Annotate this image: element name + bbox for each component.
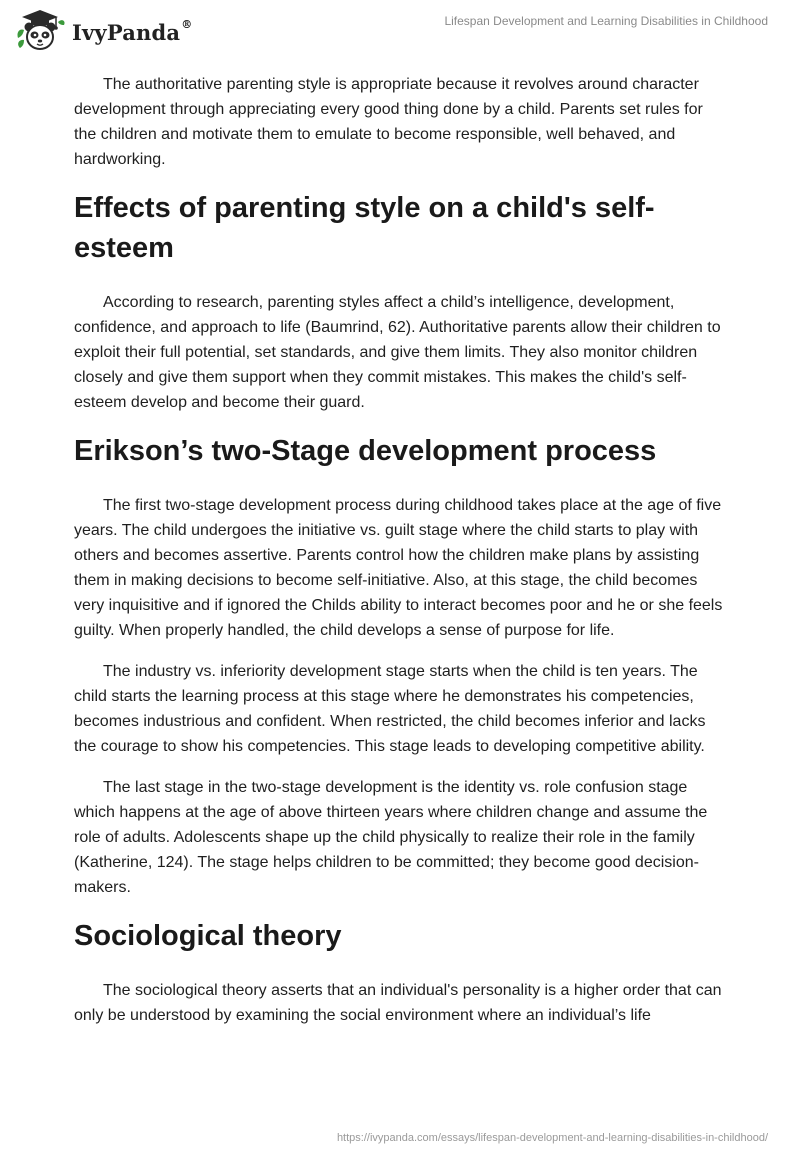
paragraph: According to research, parenting styles affect a child’s intelligence, development, confidence, and approach to life (Baumrind, 62). Authoritative parents allow their children to exploit their full potential, set standards, and give them limits. They also monitor children closely and give them support when they commit mistakes. This makes the child's self-esteem develop and become their guard. bbox=[74, 294, 721, 411]
running-title: Lifespan Development and Learning Disabilities in Childhood bbox=[444, 14, 768, 28]
registered-mark: ® bbox=[181, 17, 193, 31]
paragraph: The first two-stage development process during childhood takes place at the age of five years. The child undergoes the initiative vs. guilt stage where the child starts to play with others and becomes assertive. Parents control how the children make plans by assisting them in making decisions to become self-initiative. Also, at this stage, the child becomes very inquisitive and if ignored the Childs ability to interact becomes poor and he or she feels guilty. When properly handled, the child develops a sense of purpose for life. bbox=[74, 497, 723, 639]
brand-name-text: IvyPanda bbox=[72, 19, 181, 45]
paragraph: The sociological theory asserts that an individual's personality is a higher order that can only be understood by examining the social environment where an individual’s life bbox=[74, 982, 722, 1024]
section-heading: Sociological theory bbox=[74, 920, 342, 952]
section-heading: Erikson’s two-Stage development process bbox=[74, 435, 657, 467]
brand-name bbox=[72, 17, 193, 45]
page-header bbox=[0, 0, 800, 60]
paragraph: The industry vs. inferiority development stage starts when the child is ten years. The child starts the learning process at this stage where he demonstrates his competencies, becomes industrious and confident. When restricted, the child becomes inferior and lacks the courage to show his competencies. This stage leads to developing competitive ability. bbox=[74, 663, 706, 755]
ivypanda-logo[interactable] bbox=[14, 8, 192, 52]
essay-content bbox=[74, 72, 726, 1044]
paragraph: The last stage in the two-stage development is the identity vs. role confusion stage which happens at the age of above thirteen years where children change and assume the role of adults. Adolescents shape up the child physically to realize their role in the family (Katherine, 124). The stage helps children to be committed; they become good decision-makers. bbox=[74, 779, 708, 896]
panda-graduate-icon bbox=[14, 8, 66, 52]
section-heading: Effects of parenting style on a child's self-esteem bbox=[74, 192, 655, 264]
source-url[interactable]: https://ivypanda.com/essays/lifespan-development-and-learning-disabilities-in-childhood/ bbox=[336, 1132, 768, 1144]
paragraph: The authoritative parenting style is appropriate because it revolves around character development through appreciating every good thing done by a child. Parents set rules for the children and motivate them to emulate to become responsible, well behaved, and hardworking. bbox=[74, 76, 703, 168]
